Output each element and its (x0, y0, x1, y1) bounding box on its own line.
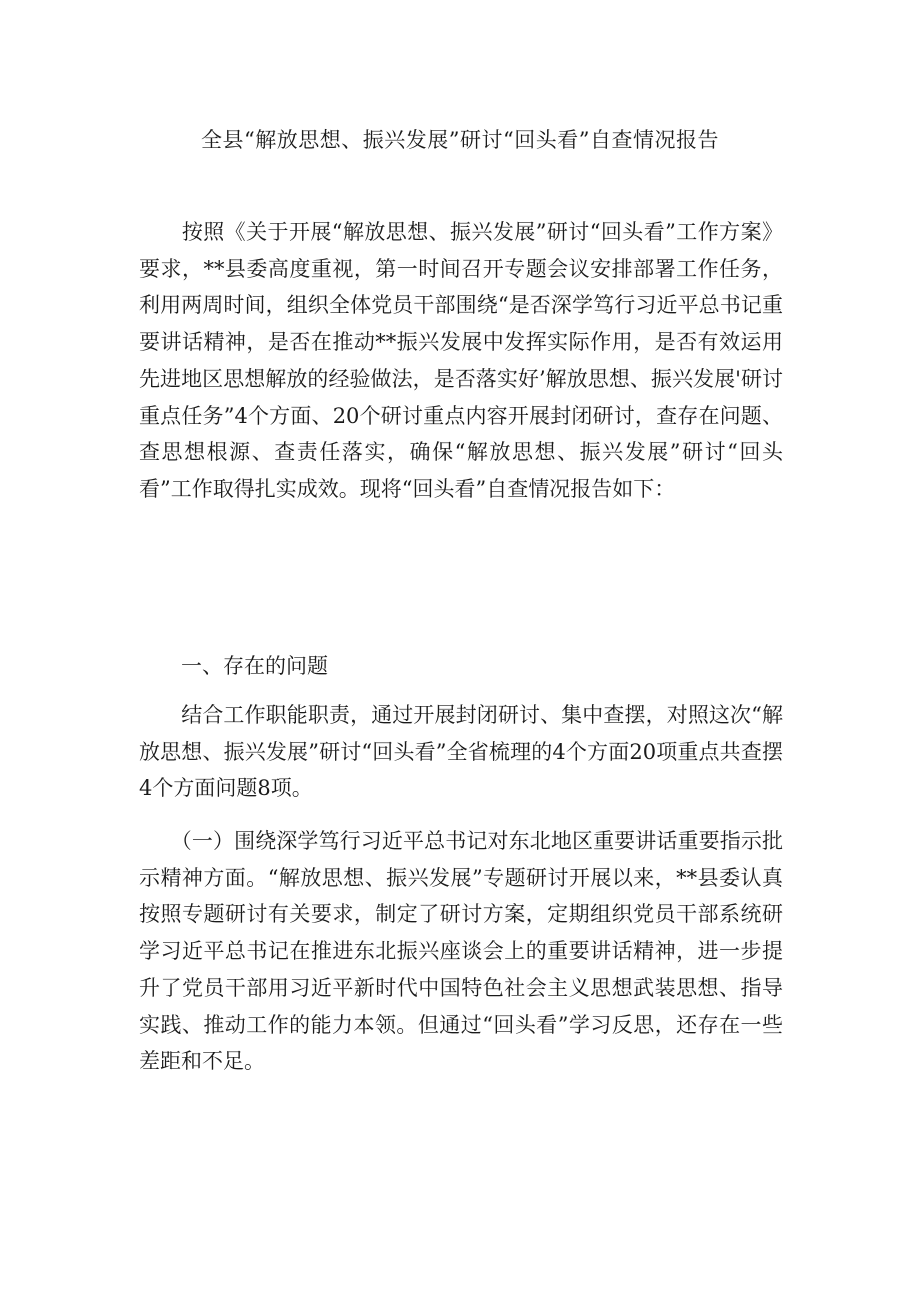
item-one-paragraph: （一）围绕深学笃行习近平总书记对东北地区重要讲话重要指示批示精神方面。“解放思想、振兴发展”专题研讨开展以来，**县委认真按照专题研讨有关要求，制定了研讨方案，定期组织党员干部系统研学习近平总书记在推进东北振兴座谈会上的重要讲话精神，进一步提升了党员干部用习近平新时代中国特色社会主义思想武装思想、指导实践、推动工作的能力本领。但通过“回头看”学习反思，还存在一些差距和不足。 (139, 829, 783, 1074)
findings-paragraph: 结合工作职能职责，通过开展封闭研讨、集中查摆，对照这次“解放思想、振兴发展”研讨“回头看”全省梳理的4个方面20项重点共查摆4个方面问题8项。 (139, 703, 783, 801)
section-heading-problems: 一、存在的问题 (139, 654, 328, 678)
intro-paragraph: 按照《关于开展“解放思想、振兴发展”研讨“回头看”工作方案》要求，**县委高度重视，第一时间召开专题会议安排部署工作任务，利用两周时间，组织全体党员干部围绕“是否深学笃行习近平总书记重要讲话精神，是否在推动**振兴发展中发挥实际作用，是否有效运用先进地区思想解放的经验做法，是否落实好’解放思想、振兴发展'研讨重点任务”4个方面、20个研讨重点内容开展封闭研讨，查存在问题、查思想根源、查责任落实，确保“解放思想、振兴发展”研讨“回头看”工作取得扎实成效。现将“回头看”自查情况报告如下： (139, 220, 783, 501)
document-title: 全县“解放思想、振兴发展”研讨“回头看”自查情况报告 (201, 128, 719, 152)
